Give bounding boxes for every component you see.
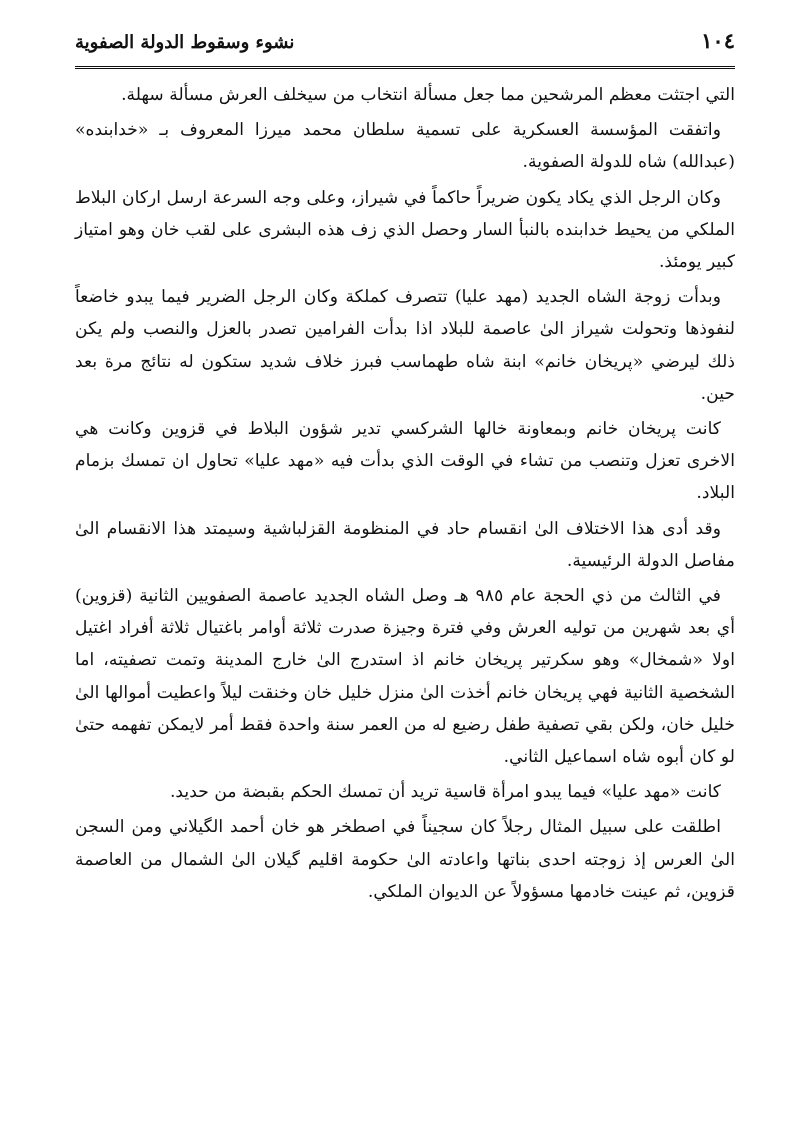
book-page (75, 28, 735, 908)
paragraph: اطلقت على سبيل المثال رجلاً كان سجيناً في اصطخر هو خان أحمد الگيلاني ومن السجن الىٰ العرس إذ زوجته احدى بناتها واعادته الىٰ حكومة اقليم گيلان الىٰ الشمال من العاصمة قزوين، ثم عينت خادمها مسؤولاً عن الديوان الملكي. (75, 817, 735, 902)
paragraph: وبدأت زوجة الشاه الجديد (مهد عليا) تتصرف كملكة وكان الرجل الضرير فيما يبدو خاضعاً لنفوذها وتحولت شيراز الىٰ عاصمة للبلاد اذا بدأت الفرامين تصدر بالعزل والنصب ولم يكن ذلك ليرضي «پريخان خانم» ابنة شاه طهماسب فبرز خلاف شديد ستكون له نتائج مرة بعد حين. (75, 287, 735, 404)
paragraph: في الثالث من ذي الحجة عام ٩٨٥ هـ وصل الشاه الجديد عاصمة الصفويين الثانية (قزوين) أي بعد شهرين من توليه العرش وفي فترة وجيزة صدرت ثلاثة أوامر باغتيال ثلاثة أفراد اغتيل اولا «شمخال» وهو سكرتير پريخان خانم اذ استدرج الىٰ خارج المدينة وتمت تصفيته، اما الشخصية الثانية فهي پريخان خانم أخذت الىٰ منزل خليل خان وخنقت ليلاً واعطيت أموالها الىٰ خليل خان، ولكن بقي تصفية طفل رضيع له من العمر سنة واحدة فقط أمر لايمكن تفهمه حتىٰ لو كان أبوه شاه اسماعيل الثاني. (75, 586, 735, 768)
paragraph: كانت پريخان خانم وبمعاونة خالها الشركسي تدير شؤون البلاط في قزوين وكانت هي الاخرى تعزل وتنصب من تشاء في الوقت الذي بدأت فيه «مهد عليا» تحاول ان تمسك بزمام البلاد. (75, 419, 735, 504)
body-text (75, 79, 735, 908)
header-rule (75, 66, 735, 69)
paragraph: واتفقت المؤسسة العسكرية على تسمية سلطان محمد ميرزا المعروف بـ «خدابنده» (عبدالله) شاه للدولة الصفوية. (75, 120, 735, 173)
paragraph: كانت «مهد عليا» فيما يبدو امرأة قاسية تريد أن تمسك الحكم بقبضة من حديد. (169, 782, 721, 803)
running-title: نشوء وسقوط الدولة الصفوية (75, 32, 295, 53)
paragraph: التي اجتثت معظم المرشحين مما جعل مسألة انتخاب من سيخلف العرش مسألة سهلة. (121, 85, 735, 105)
page-number: ١٠٤ (701, 28, 735, 53)
paragraph: وكان الرجل الذي يكاد يكون ضريراً حاكماً في شيراز، وعلى وجه السرعة ارسل اركان البلاط الملكي من يحيط خدابنده بالنبأ السار وحصل الذي زف هذه البشرى على لقب خان وهو امتياز كبير يومئذ. (75, 187, 735, 273)
page-header (75, 28, 735, 62)
paragraph: وقد أدى هذا الاختلاف الىٰ انقسام حاد في المنظومة القزلباشية وسيمتد هذا الانقسام الىٰ مفاصل الدولة الرئيسية. (75, 518, 735, 571)
